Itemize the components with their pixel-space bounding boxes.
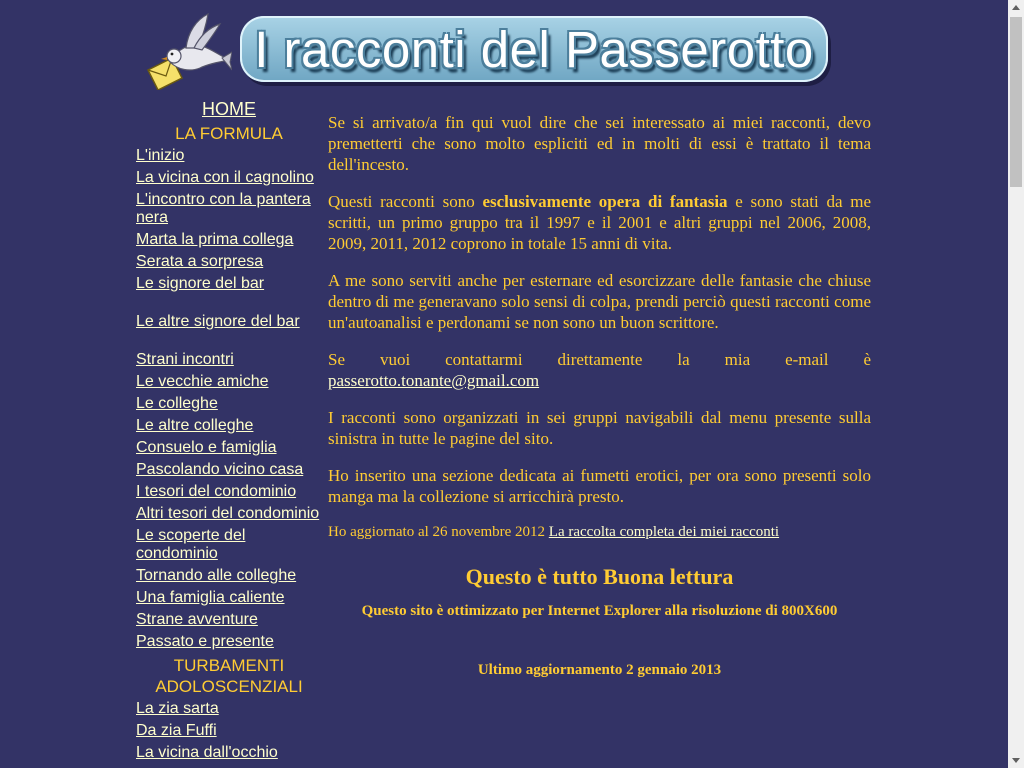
update-notice bbox=[328, 523, 871, 542]
sidebar-item-la-vicina-con-il-cagnolino[interactable]: La vicina con il cagnolino bbox=[136, 169, 314, 186]
email-link[interactable]: passerotto.tonante@gmail.com bbox=[328, 371, 540, 390]
sidebar-item-passato-e-presente[interactable]: Passato e presente bbox=[136, 633, 274, 650]
sidebar-item-le-colleghe[interactable]: Le colleghe bbox=[136, 395, 218, 412]
sidebar-item-la-vicina-dallocchio[interactable]: La vicina dall'occhio bbox=[136, 744, 278, 761]
sidebar-item-la-zia-sarta[interactable]: La zia sarta bbox=[136, 700, 219, 717]
sparrow-with-letter-icon bbox=[142, 12, 232, 90]
sidebar-item-marta-la-prima-collega[interactable]: Marta la prima collega bbox=[136, 231, 294, 248]
sidebar-menu bbox=[136, 98, 322, 766]
sidebar-item-pascolando-vicino-casa[interactable]: Pascolando vicino casa bbox=[136, 461, 304, 478]
sidebar-item-consuelo-e-famiglia[interactable]: Consuelo e famiglia bbox=[136, 439, 277, 456]
section-heading-la-formula: LA FORMULA bbox=[175, 124, 283, 143]
sidebar-item-i-tesori-del-condominio[interactable]: I tesori del condominio bbox=[136, 483, 297, 500]
intro-paragraph: Se si arrivato/a fin qui vuol dire che sei interessato ai miei racconti, devo premetterti che sono molto espliciti ed in molti di essi è trattato il tema dell'incesto. bbox=[328, 113, 871, 174]
contact-paragraph bbox=[328, 349, 871, 370]
scroll-down-button[interactable] bbox=[1008, 752, 1024, 768]
comics-paragraph: Ho inserito una sezione dedicata ai fumetti erotici, per ora sono presenti solo manga ma la collezione si arricchirà presto. bbox=[328, 466, 871, 506]
closing-heading: Questo è tutto Buona lettura bbox=[465, 564, 734, 589]
sidebar-item-tornando-alle-colleghe[interactable]: Tornando alle colleghe bbox=[136, 567, 297, 584]
sidebar-item-linizio[interactable]: L'inizio bbox=[136, 147, 185, 164]
sidebar-item-da-zia-fuffi[interactable]: Da zia Fuffi bbox=[136, 722, 217, 739]
email-line bbox=[328, 370, 871, 391]
fantasy-text-end: e sono stati da me scritti, un primo gruppo tra il 1997 e il 2001 e altri gruppi nel 2006, 2008, 2009, 2011, 2012 coprono in totale 15 anni di vita. bbox=[328, 192, 872, 253]
sidebar-item-strani-incontri[interactable]: Strani incontri bbox=[136, 351, 234, 368]
scrollbar-thumb[interactable] bbox=[1010, 17, 1022, 187]
navigation-paragraph: I racconti sono organizzati in sei gruppi navigabili dal menu presente sulla sinistra in tutte le pagine del sito. bbox=[328, 408, 871, 448]
home-link[interactable]: HOME bbox=[202, 99, 256, 119]
sidebar-item-le-vecchie-amiche[interactable]: Le vecchie amiche bbox=[136, 373, 269, 390]
fantasy-emphasis: esclusivamente opera di fantasia bbox=[482, 192, 728, 211]
sidebar-item-serata-a-sorpresa[interactable]: Serata a sorpresa bbox=[136, 253, 264, 270]
sidebar-item-strane-avventure[interactable]: Strane avventure bbox=[136, 611, 258, 628]
sidebar-item-le-signore-del-bar[interactable]: Le signore del bar bbox=[136, 275, 265, 292]
browser-optimized-note: Questo sito è ottimizzato per Internet Explorer alla risoluzione di 800X600 bbox=[361, 603, 838, 619]
sidebar-item-le-altre-signore-del-bar[interactable]: Le altre signore del bar bbox=[136, 313, 300, 330]
sidebar-item-altri-tesori-del-condominio[interactable]: Altri tesori del condominio bbox=[136, 505, 320, 522]
last-update-note: Ultimo aggiornamento 2 gennaio 2013 bbox=[477, 662, 722, 678]
main-content bbox=[328, 112, 871, 681]
site-banner bbox=[140, 10, 840, 90]
sidebar-item-le-scoperte-del-condominio[interactable]: Le scoperte del condominio bbox=[136, 527, 246, 562]
contact-text: Se vuoi contattarmi direttamente la mia e-mail è bbox=[328, 350, 871, 369]
vertical-scrollbar[interactable] bbox=[1008, 0, 1024, 768]
la-formula-nav bbox=[136, 147, 322, 651]
site-title: I racconti del Passerotto bbox=[254, 21, 814, 78]
arrow-up-icon bbox=[1012, 5, 1020, 10]
sidebar-item-una-famiglia-caliente[interactable]: Una famiglia caliente bbox=[136, 589, 285, 606]
turbamenti-nav bbox=[136, 700, 322, 762]
arrow-down-icon bbox=[1012, 758, 1020, 763]
sidebar-item-le-altre-colleghe[interactable]: Le altre colleghe bbox=[136, 417, 254, 434]
scroll-up-button[interactable] bbox=[1008, 0, 1024, 16]
sidebar-item-lincontro-con-la-pantera-nera[interactable]: L'incontro con la pantera nera bbox=[136, 191, 311, 226]
update-text: Ho aggiornato al 26 novembre 2012 bbox=[328, 524, 546, 540]
section-heading-turbamenti-adoloscenziali: TURBAMENTI ADOLOSCENZIALI bbox=[155, 656, 303, 696]
fantasy-paragraph bbox=[328, 191, 871, 254]
purpose-paragraph: A me sono serviti anche per esternare ed esorcizzare delle fantasie che chiuse dentro di me generavano solo sensi di colpa, prendi perciò questi racconti come un'autoanalisi e perdonami se non sono un buon scrittore. bbox=[328, 271, 871, 332]
full-collection-link[interactable]: La raccolta completa dei miei racconti bbox=[548, 524, 780, 540]
title-plate bbox=[240, 16, 828, 82]
fantasy-text-start: Questi racconti sono bbox=[328, 192, 483, 211]
